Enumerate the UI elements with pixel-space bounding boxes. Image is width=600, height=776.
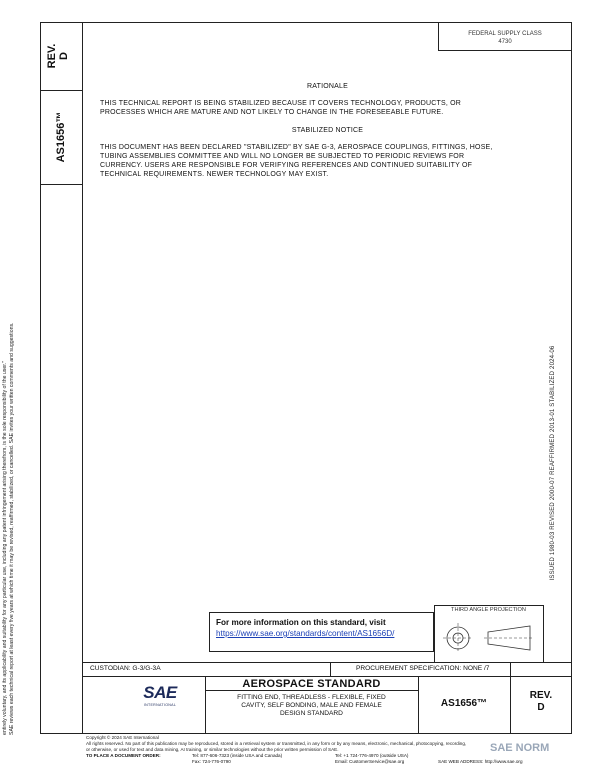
- top-right-box-bottom: [438, 50, 572, 51]
- more-info-text: For more information on this standard, visit: [216, 618, 386, 627]
- part-title-line-1: FITTING END, THREADLESS - FLEXIBLE, FIXED: [237, 694, 386, 701]
- stabilized-text: [100, 143, 570, 179]
- left-doc-number: AS1656™: [55, 111, 67, 163]
- side-disclaimer-line-3: SAE reviews each technical report at least every five years at which time it may be revised, reaffirmed, stabilized, or cancelled. SAE invites your written comments and suggestions.: [9, 322, 15, 735]
- left-divider-2: [40, 184, 83, 185]
- part-title: [205, 694, 418, 718]
- custodian-row-top: [83, 662, 572, 663]
- custodian-row-bottom: [83, 676, 572, 677]
- footer-email: Email: CustomerService@sae.org: [335, 759, 405, 764]
- part-title-line-3: DESIGN STANDARD: [280, 710, 343, 717]
- custodian-divider: [330, 662, 331, 676]
- projection-box-left: [434, 605, 435, 662]
- footer-tel-2: Tel: +1 724-776-4970 (outside USA): [335, 753, 409, 758]
- stabilized-heading: STABILIZED NOTICE: [291, 127, 364, 134]
- projection-box-right: [543, 605, 544, 662]
- title-doc-number: AS1656™: [440, 698, 488, 709]
- title-rev-value: D: [537, 702, 545, 713]
- sae-logo-subtext: INTERNATIONAL: [143, 703, 177, 707]
- stabilized-line-4: TECHNICAL REQUIREMENTS. NEWER TECHNOLOGY MAY EXIST.: [100, 171, 329, 178]
- rationale-line-1: THIS TECHNICAL REPORT IS BEING STABILIZED BECAUSE IT COVERS TECHNOLOGY, PRODUCTS, OR: [100, 100, 462, 107]
- stabilized-line-3: CURRENCY. USERS ARE RESPONSIBLE FOR VERIFYING REFERENCES AND CONTINUED SUITABILITY OF: [100, 162, 473, 169]
- footer-fax: Fax: 724-776-0790: [192, 759, 231, 764]
- left-rev-label: REV.: [46, 43, 58, 69]
- left-divider-1: [40, 90, 83, 91]
- standard-type: AEROSPACE STANDARD: [242, 678, 381, 690]
- fsc-number: 4730: [498, 39, 512, 45]
- projection-box-top: [434, 605, 543, 606]
- footer-rights-2: or otherwise, or used for text and data mining, AI training, or similar technologies without the prior written permission of SAE.: [86, 747, 339, 752]
- third-angle-projection-symbol: [438, 618, 538, 658]
- stabilized-line-1: THIS DOCUMENT HAS BEEN DECLARED "STABILIZED" BY SAE G-3, AEROSPACE COUPLINGS, FITTINGS, HOSE,: [100, 144, 493, 151]
- more-info-box: [209, 612, 434, 652]
- watermark: SAE NORM: [490, 742, 550, 754]
- federal-supply-class: [438, 30, 572, 46]
- sae-logo: [140, 683, 180, 707]
- sae-logo-text: SAE: [143, 683, 177, 702]
- side-disclaimer: [0, 175, 25, 735]
- rationale-line-2: PROCESSES WHICH ARE MATURE AND NOT LIKELY TO CHANGE IN THE FORESEEABLE FUTURE.: [100, 109, 444, 116]
- left-rev-block: [46, 26, 70, 86]
- footer-tel-1: Tel: 877-606-7323 (inside USA and Canada): [192, 753, 283, 758]
- title-rev-label: REV.: [529, 690, 553, 701]
- date-stamp: ISSUED 1980-03 REVISED 2000-07 REAFFIRMED 2013-01 STABILIZED 2024-06: [550, 345, 556, 581]
- left-rev-value: D: [58, 52, 70, 60]
- title-rev-block: [510, 690, 572, 714]
- rationale-text: [100, 99, 570, 117]
- side-disclaimer-line-2: entirely voluntary, and its applicability and suitability for any particular use, including any patent infringement arising therefrom, is the sole responsibility of the user.": [2, 361, 8, 735]
- procurement-spec: PROCUREMENT SPECIFICATION: NONE /7: [356, 665, 490, 672]
- fsc-label: FEDERAL SUPPLY CLASS: [468, 31, 542, 37]
- procurement-divider: [510, 662, 511, 676]
- footer-rights-1: All rights reserved. No part of this publication may be reproduced, stored in a retrieval system or transmitted, in any form or by any means, electronic, mechanical, photocopying, recording,: [86, 741, 467, 746]
- standard-link[interactable]: https://www.sae.org/standards/content/AS1656D/: [216, 629, 395, 638]
- rationale-heading: RATIONALE: [307, 83, 348, 90]
- custodian: CUSTODIAN: G-3/G-3A: [90, 665, 161, 672]
- footer-copyright: Copyright © 2024 SAE International: [86, 735, 159, 740]
- projection-label: THIRD ANGLE PROJECTION: [451, 607, 526, 613]
- stabilized-line-2: TUBING ASSEMBLIES COMMITTEE AND WILL NO LONGER BE SUBJECTED TO PERIODIC REVIEWS FOR: [100, 153, 465, 160]
- footer-web: SAE WEB ADDRESS: http://www.sae.org: [438, 759, 523, 764]
- order-label: TO PLACE A DOCUMENT ORDER:: [86, 753, 161, 758]
- title-block-subline: [205, 690, 418, 691]
- part-title-line-2: CAVITY, SELF BONDING, MALE AND FEMALE: [241, 702, 382, 709]
